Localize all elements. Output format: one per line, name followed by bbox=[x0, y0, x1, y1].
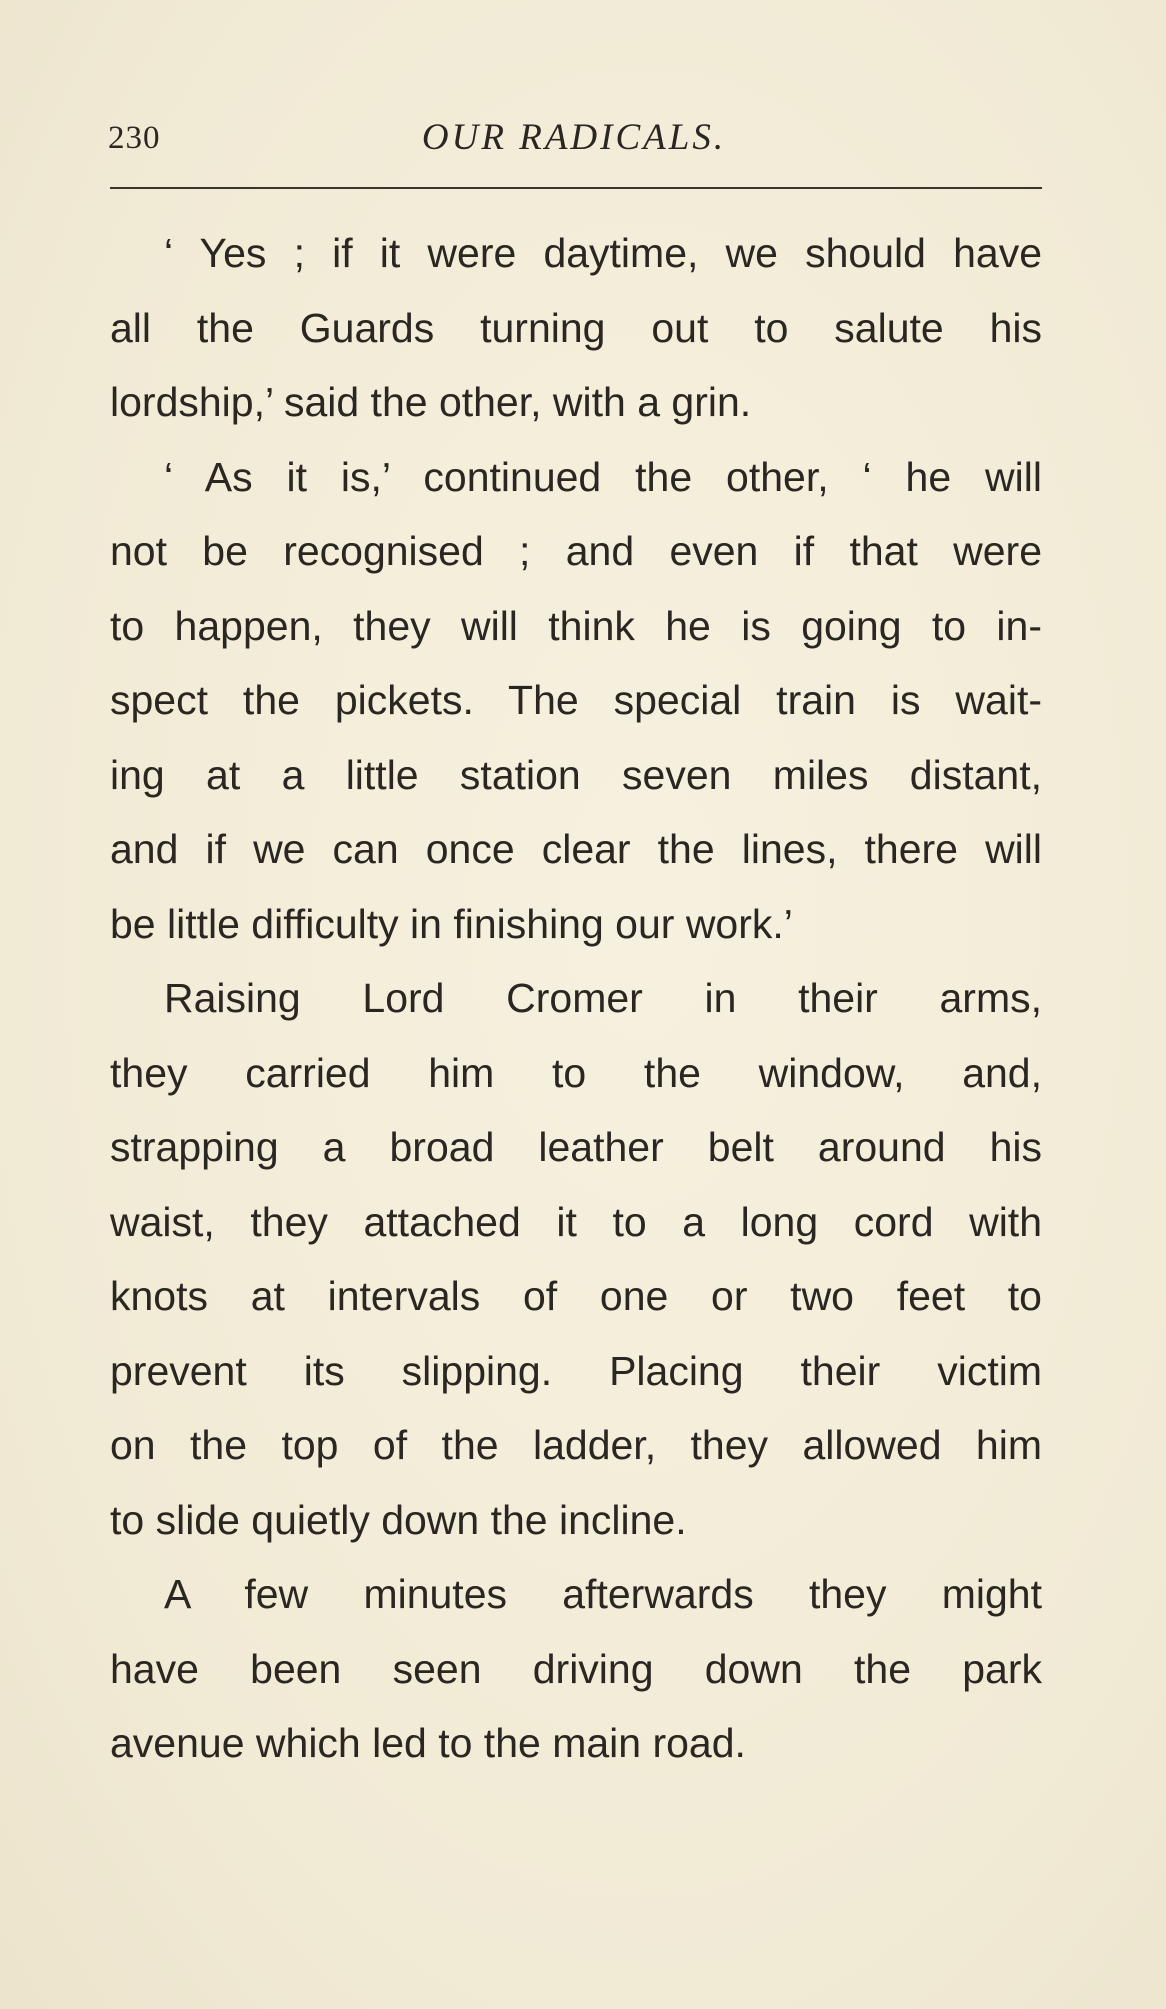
text-line: spect the pickets. The special train is wait- bbox=[110, 677, 1042, 723]
text-line: ‘ Yes ; if it were daytime, we should have bbox=[164, 230, 1042, 276]
running-head: OUR RADICALS. bbox=[421, 117, 727, 158]
text-line: not be recognised ; and even if that were bbox=[110, 528, 1042, 574]
text-line: all the Guards turning out to salute his bbox=[110, 304, 1042, 351]
text-line: waist, they attached it to a long cord with bbox=[110, 1198, 1042, 1245]
text-line: strapping a broad leather belt around his bbox=[110, 1124, 1042, 1170]
page-number: 230 bbox=[108, 120, 161, 156]
text-line: to happen, they will think he is going to in- bbox=[110, 602, 1042, 649]
text-line: to slide quietly down the incline. bbox=[110, 1496, 687, 1543]
header-rule bbox=[110, 187, 1042, 189]
text-line: lordship,’ said the other, with a grin. bbox=[110, 379, 752, 425]
text-line: A few minutes afterwards they might bbox=[164, 1571, 1042, 1617]
text-line: avenue which led to the main road. bbox=[110, 1720, 746, 1766]
text-line: have been seen driving down the park bbox=[110, 1645, 1042, 1692]
text-line: ‘ As it is,’ continued the other, ‘ he will bbox=[164, 453, 1042, 500]
body-text bbox=[110, 216, 1042, 1781]
text-line: prevent its slipping. Placing their victim bbox=[110, 1347, 1042, 1394]
text-line: knots at intervals of one or two feet to bbox=[110, 1273, 1042, 1319]
page-header bbox=[108, 116, 1040, 172]
text-line: be little difficulty in finishing our work.’ bbox=[110, 900, 793, 947]
text-line: Raising Lord Cromer in their arms, bbox=[164, 975, 1042, 1021]
text-line: they carried him to the window, and, bbox=[110, 1049, 1042, 1096]
text-line: and if we can once clear the lines, there will bbox=[110, 826, 1042, 872]
text-line: on the top of the ladder, they allowed him bbox=[110, 1422, 1042, 1468]
text-line: ing at a little station seven miles distant, bbox=[110, 751, 1042, 798]
